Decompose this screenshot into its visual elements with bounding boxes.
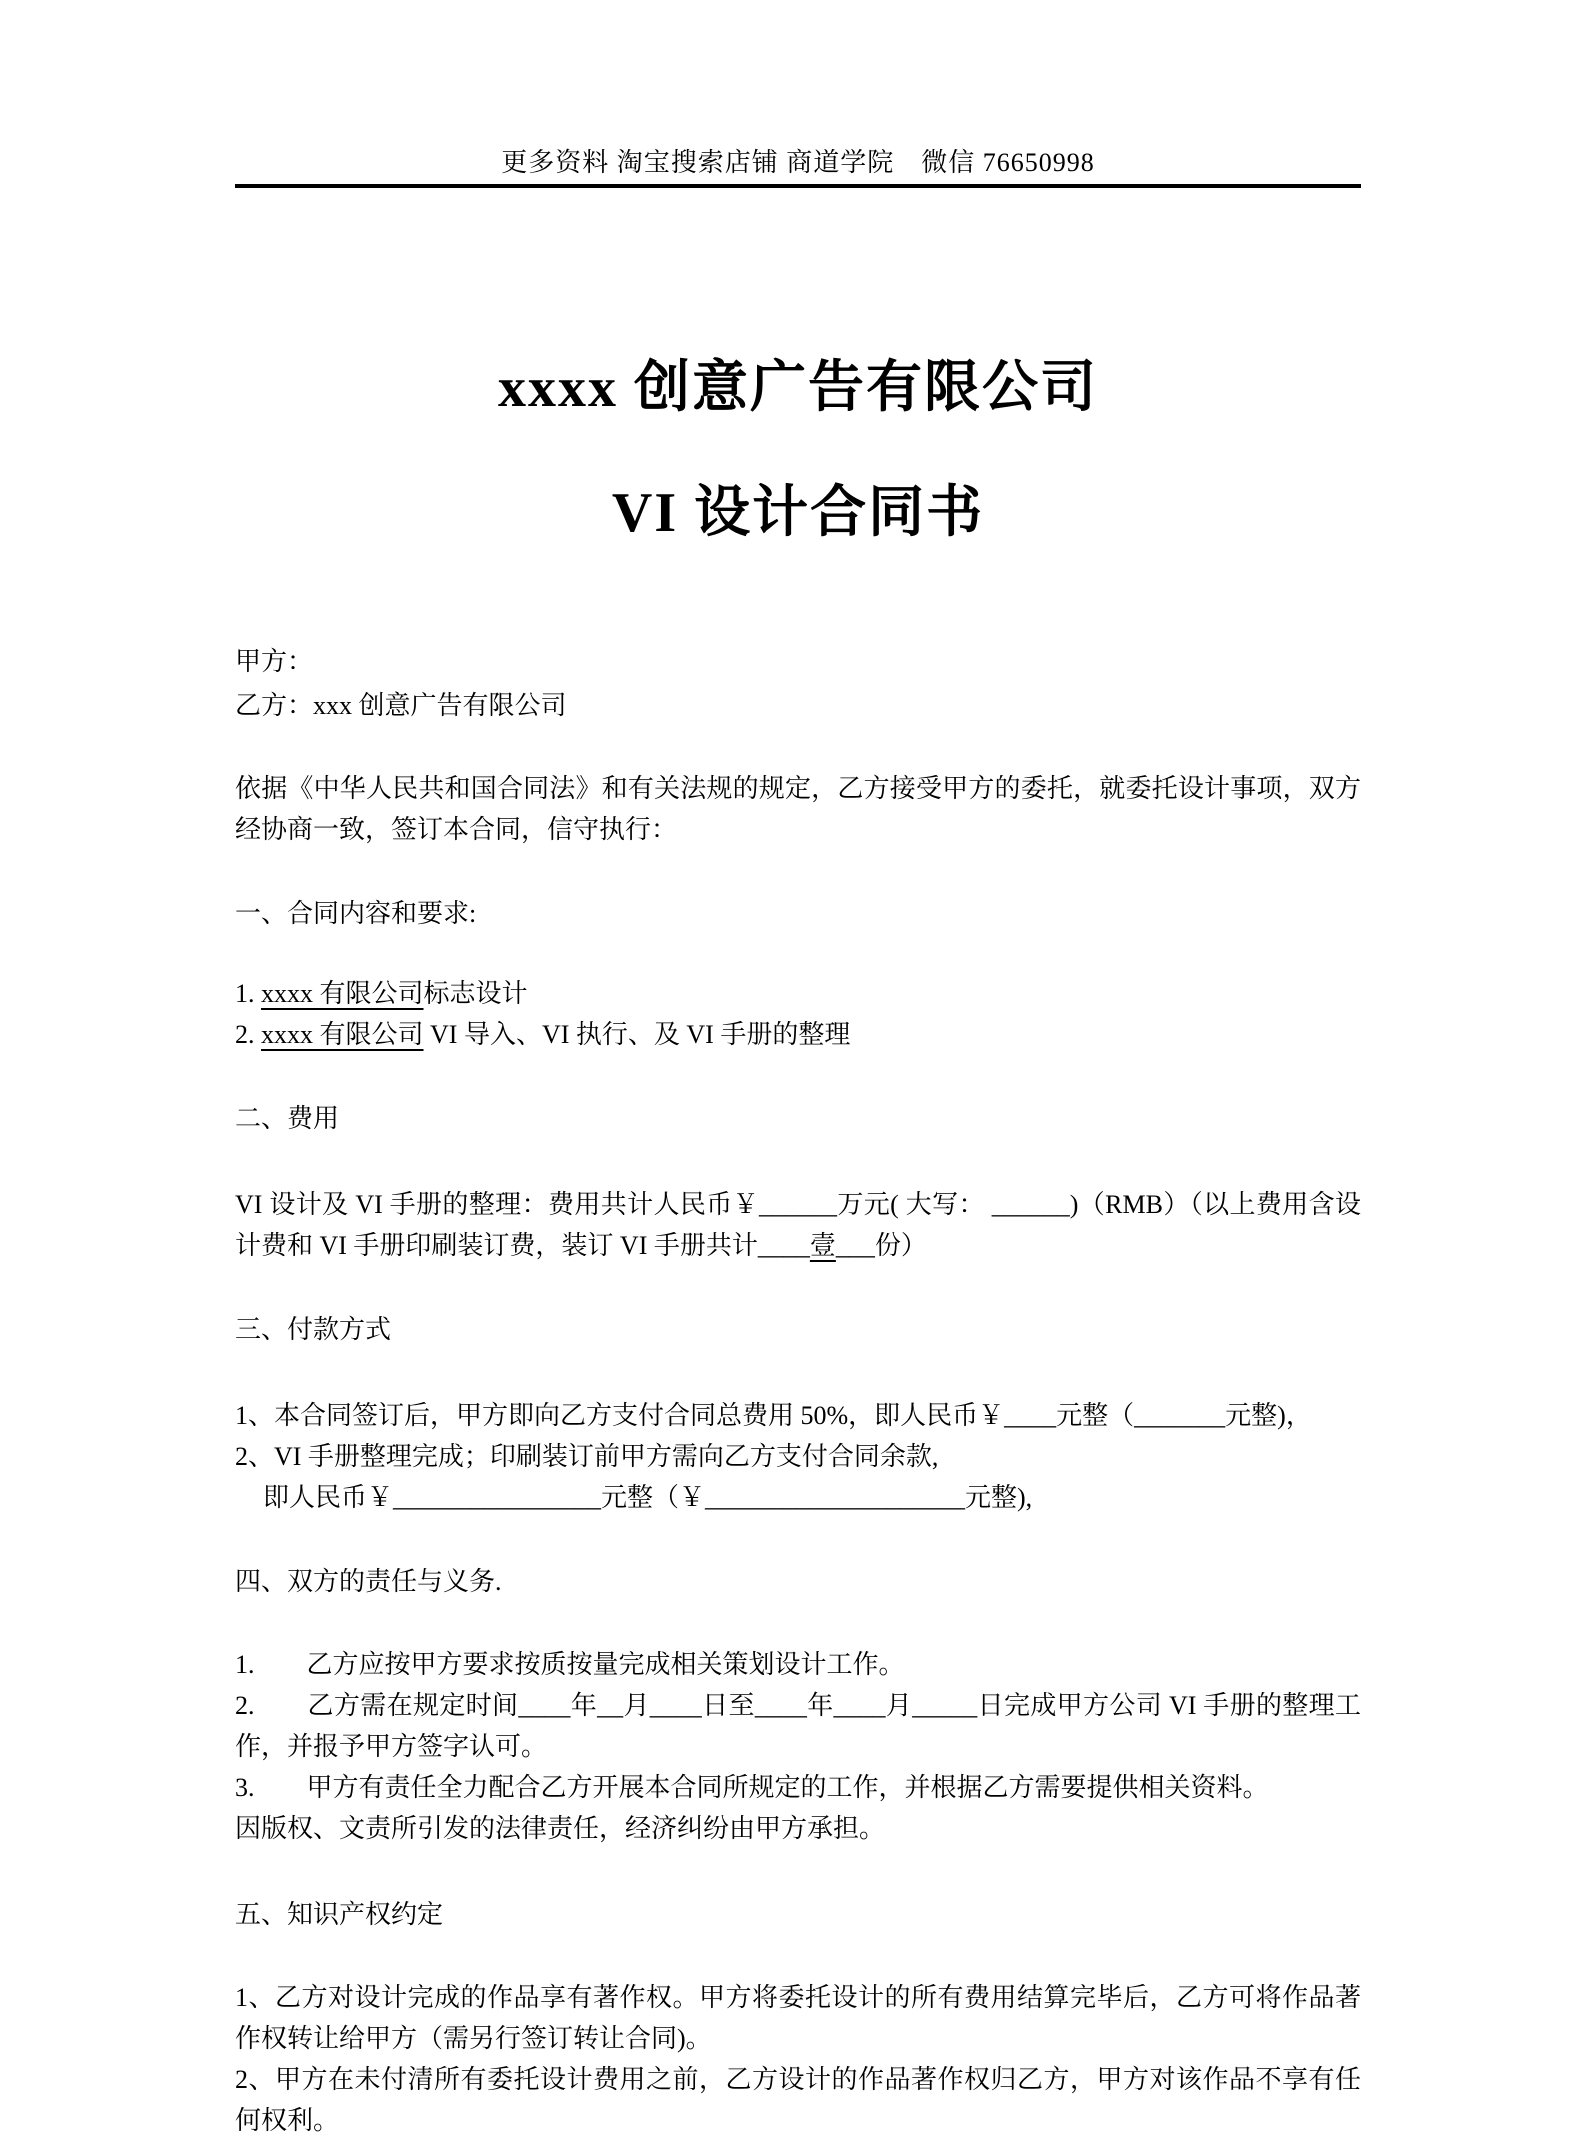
section1-item-1: [235, 973, 1361, 1014]
party-b-line: 乙方：xxx 创意广告有限公司: [235, 691, 567, 720]
fee-text: VI 设计及 VI 手册的整理：费用共计人民币￥______万元( 大写： ______)（RMB）（以上费用含设计费和 VI 手册印刷装订费，装订 VI 手册共计____: [235, 1190, 1361, 1260]
section3-item-2-continuation: 即人民币￥________________元整（￥____________________元整),: [263, 1483, 1033, 1512]
section5-item-1: 1、乙方对设计完成的作品享有著作权。甲方将委托设计的所有费用结算完毕后，乙方可将作品著作权转让给甲方（需另行签订转让合同)。: [235, 1983, 1361, 2053]
header-promo-text: 更多资料 淘宝搜索店铺 商道学院 微信 76650998: [501, 148, 1095, 177]
header-rule: [235, 184, 1361, 188]
section1-heading: 一、合同内容和要求:: [235, 899, 477, 928]
section4-item-3: 3. 甲方有责任全力配合乙方开展本合同所规定的工作，并根据乙方需要提供相关资料。: [235, 1773, 1269, 1802]
section4-heading: 四、双方的责任与义务.: [235, 1567, 502, 1596]
item-text: 标志设计: [423, 979, 528, 1008]
section3-item-1: 1、本合同签订后，甲方即向乙方支付合同总费用 50%，即人民币￥____元整（_______元整)，: [235, 1401, 1312, 1430]
section2-heading: 二、费用: [235, 1104, 340, 1133]
section1-item-2: [235, 1014, 1361, 1055]
company-name-blank: xxxx 有限公司: [261, 1020, 424, 1049]
fee-text-end: ___份）: [835, 1231, 927, 1260]
section5-item-2: 2、甲方在未付清所有委托设计费用之前，乙方设计的作品著作权归乙方，甲方对该作品不享有任何权利。: [235, 2065, 1361, 2135]
section4-item-2: 2. 乙方需在规定时间____年__月____日至____年____月_____日完成甲方公司 VI 手册的整理工作，并报予甲方签字认可。: [235, 1691, 1361, 1761]
section5-heading: 五、知识产权约定: [235, 1900, 444, 1929]
document-subtitle: VI 设计合同书: [611, 482, 985, 544]
item-number: 2.: [235, 1020, 261, 1049]
section2-fee-paragraph: [235, 1184, 1361, 1266]
section3-heading: 三、付款方式: [235, 1315, 392, 1344]
page-content: [235, 0, 1361, 2141]
item-number: 1.: [235, 979, 261, 1008]
company-name-blank: xxxx 有限公司: [261, 979, 424, 1008]
fee-copies-filled-value: 壹: [809, 1231, 836, 1260]
party-a-line: 甲方：: [235, 647, 314, 676]
document-title: xxxx 创意广告有限公司: [498, 357, 1098, 419]
section4-item-1: 1. 乙方应按甲方要求按质按量完成相关策划设计工作。: [235, 1650, 905, 1679]
section3-item-2: 2、VI 手册整理完成；印刷装订前甲方需向乙方支付合同余款,: [235, 1442, 939, 1471]
preamble-paragraph: 依据《中华人民共和国合同法》和有关法规的规定，乙方接受甲方的委托，就委托设计事项，双方经协商一致，签订本合同，信守执行：: [235, 774, 1361, 844]
item-text: VI 导入、VI 执行、及 VI 手册的整理: [423, 1020, 851, 1049]
section4-note: 因版权、文责所引发的法律责任，经济纠纷由甲方承担。: [235, 1814, 886, 1843]
